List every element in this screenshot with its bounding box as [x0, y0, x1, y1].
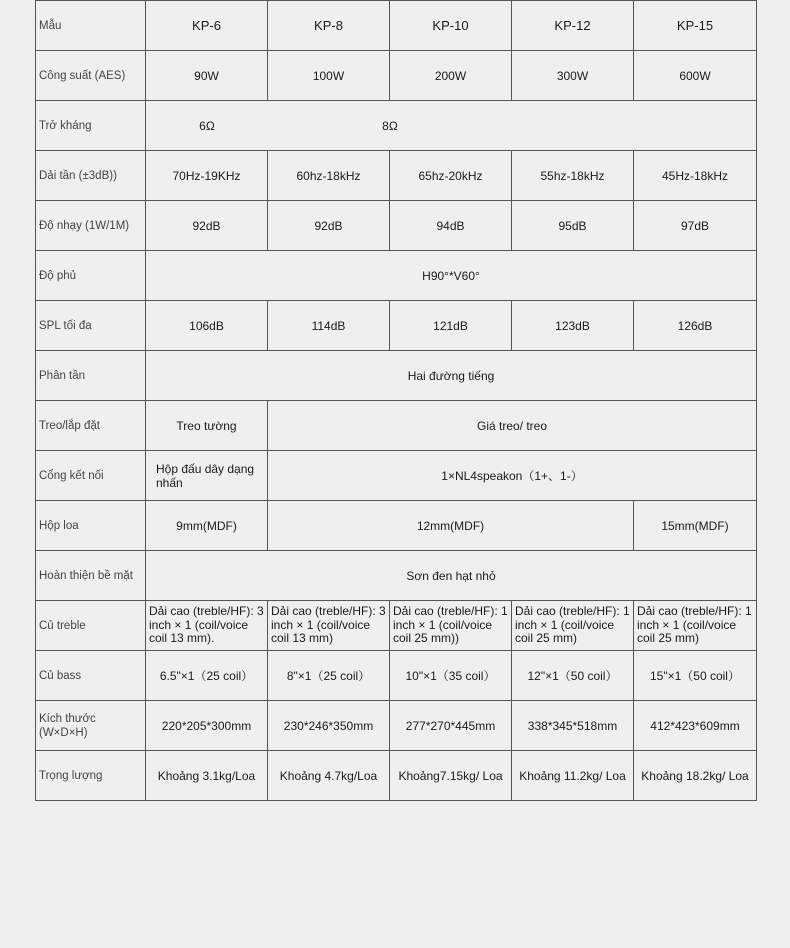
table-row-sensitivity	[36, 201, 757, 251]
row-label-weight: Trọng lượng	[36, 751, 146, 801]
sensitivity-kp6: 92dB	[146, 201, 268, 251]
spec-table	[35, 0, 757, 801]
table-row-finish	[36, 551, 757, 601]
sensitivity-kp8: 92dB	[268, 201, 390, 251]
row-label-model: Mẫu	[36, 1, 146, 51]
finish-all: Sơn đen hạt nhỏ	[146, 551, 757, 601]
row-label-connector: Cổng kết nối	[36, 451, 146, 501]
table-row-weight	[36, 751, 757, 801]
bass-kp12: 12"×1（50 coil）	[512, 651, 634, 701]
weight-kp15: Khoảng 18.2kg/ Loa	[634, 751, 757, 801]
table-row-model	[36, 1, 757, 51]
table-row-enclosure	[36, 501, 757, 551]
power-kp8: 100W	[268, 51, 390, 101]
mounting-others: Giá treo/ treo	[268, 401, 757, 451]
sensitivity-kp10: 94dB	[390, 201, 512, 251]
row-label-spl: SPL tối đa	[36, 301, 146, 351]
row-label-sensitivity: Độ nhạy (1W/1M)	[36, 201, 146, 251]
table-row-spl	[36, 301, 757, 351]
table-row-impedance	[36, 101, 757, 151]
dimensions-kp15: 412*423*609mm	[634, 701, 757, 751]
freq-kp15: 45Hz-18kHz	[634, 151, 757, 201]
dimensions-kp8: 230*246*350mm	[268, 701, 390, 751]
table-row-mounting	[36, 401, 757, 451]
model-kp6: KP-6	[146, 1, 268, 51]
dimensions-kp6: 220*205*300mm	[146, 701, 268, 751]
bass-kp6: 6.5"×1（25 coil）	[146, 651, 268, 701]
spl-kp12: 123dB	[512, 301, 634, 351]
table-row-freq	[36, 151, 757, 201]
impedance-kp6: 6Ω	[199, 118, 215, 133]
table-row-dimensions	[36, 701, 757, 751]
dimensions-kp10: 277*270*445mm	[390, 701, 512, 751]
spl-kp10: 121dB	[390, 301, 512, 351]
weight-kp12: Khoảng 11.2kg/ Loa	[512, 751, 634, 801]
row-label-finish: Hoàn thiện bề mặt	[36, 551, 146, 601]
row-label-freq: Dải tần (±3dB))	[36, 151, 146, 201]
enclosure-mid: 12mm(MDF)	[268, 501, 634, 551]
freq-kp6: 70Hz-19KHz	[146, 151, 268, 201]
spl-kp8: 114dB	[268, 301, 390, 351]
power-kp6: 90W	[146, 51, 268, 101]
table-row-power	[36, 51, 757, 101]
spl-kp6: 106dB	[146, 301, 268, 351]
connector-others: 1×NL4speakon（1+、1-）	[268, 451, 757, 501]
crossover-all: Hai đường tiếng	[146, 351, 757, 401]
weight-kp8: Khoảng 4.7kg/Loa	[268, 751, 390, 801]
enclosure-kp15: 15mm(MDF)	[634, 501, 757, 551]
table-row-bass	[36, 651, 757, 701]
treble-kp15: Dải cao (treble/HF): 1 inch × 1 (coil/voice coil 25 mm)	[634, 601, 757, 651]
power-kp12: 300W	[512, 51, 634, 101]
row-label-mounting: Treo/lắp đặt	[36, 401, 146, 451]
freq-kp10: 65hz-20kHz	[390, 151, 512, 201]
row-label-power: Công suất (AES)	[36, 51, 146, 101]
power-kp15: 600W	[634, 51, 757, 101]
model-kp10: KP-10	[390, 1, 512, 51]
table-row-coverage	[36, 251, 757, 301]
treble-kp12: Dải cao (treble/HF): 1 inch × 1 (coil/voice coil 25 mm)	[512, 601, 634, 651]
bass-kp10: 10"×1（35 coil）	[390, 651, 512, 701]
sensitivity-kp15: 97dB	[634, 201, 757, 251]
freq-kp8: 60hz-18kHz	[268, 151, 390, 201]
weight-kp6: Khoảng 3.1kg/Loa	[146, 751, 268, 801]
row-label-crossover: Phân tần	[36, 351, 146, 401]
coverage-all: H90°*V60°	[146, 251, 757, 301]
table-row-connector	[36, 451, 757, 501]
treble-kp6: Dải cao (treble/HF): 3 inch × 1 (coil/voice coil 13 mm).	[146, 601, 268, 651]
row-label-impedance: Trở kháng	[36, 101, 146, 151]
sensitivity-kp12: 95dB	[512, 201, 634, 251]
connector-kp6: Hộp đấu dây dạng nhấn	[146, 451, 268, 501]
row-label-bass: Củ bass	[36, 651, 146, 701]
treble-kp8: Dải cao (treble/HF): 3 inch × 1 (coil/voice coil 13 mm)	[268, 601, 390, 651]
power-kp10: 200W	[390, 51, 512, 101]
row-label-dimensions: Kích thước (W×D×H)	[36, 701, 146, 751]
impedance-others: 8Ω	[382, 118, 398, 133]
bass-kp15: 15"×1（50 coil）	[634, 651, 757, 701]
row-label-coverage: Độ phủ	[36, 251, 146, 301]
treble-kp10: Dải cao (treble/HF): 1 inch × 1 (coil/voice coil 25 mm))	[390, 601, 512, 651]
model-kp8: KP-8	[268, 1, 390, 51]
impedance-cell	[146, 101, 757, 151]
table-row-treble	[36, 601, 757, 651]
row-label-treble: Củ treble	[36, 601, 146, 651]
row-label-enclosure: Hộp loa	[36, 501, 146, 551]
table-row-crossover	[36, 351, 757, 401]
bass-kp8: 8"×1（25 coil）	[268, 651, 390, 701]
mounting-kp6: Treo tường	[146, 401, 268, 451]
enclosure-kp6: 9mm(MDF)	[146, 501, 268, 551]
dimensions-kp12: 338*345*518mm	[512, 701, 634, 751]
weight-kp10: Khoảng7.15kg/ Loa	[390, 751, 512, 801]
model-kp12: KP-12	[512, 1, 634, 51]
freq-kp12: 55hz-18kHz	[512, 151, 634, 201]
model-kp15: KP-15	[634, 1, 757, 51]
spl-kp15: 126dB	[634, 301, 757, 351]
